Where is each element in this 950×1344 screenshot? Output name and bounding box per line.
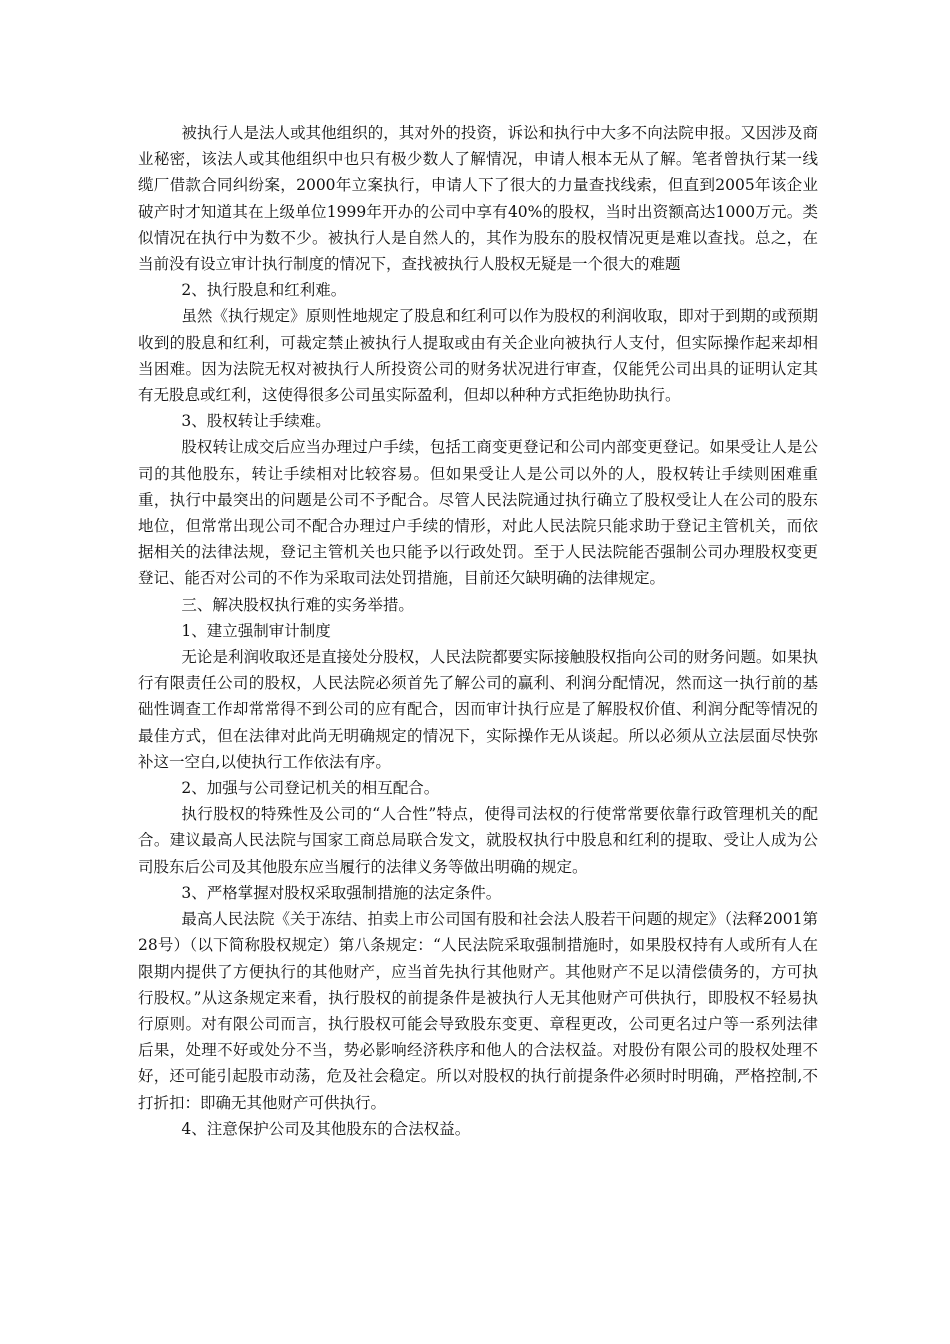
- heading-dividend-difficulty: 2、执行股息和红利难。: [181, 281, 347, 300]
- paragraph-mandatory-audit: 无论是利润收取还是直接处分股权，人民法院都要实际接触股权指向公司的财务问题。如果执行有限责任公司的股权，人民法院必须首先了解公司的赢利、利润分配情况，然而这一执行前的基础性调查工作却常常得不到公司的应有配合，因而审计执行应是了解股权价值、利润分配等情况的最佳方式，但在法律对此尚无明确规定的情况下，实际操作无从谈起。所以必须从立法层面尽快弥补这一空白,以使执行工作依法有序。: [138, 648, 818, 771]
- heading-transfer-difficulty: 3、股权转让手续难。: [181, 412, 331, 431]
- heading-protect-shareholders: 4、注意保护公司及其他股东的合法权益。: [181, 1119, 471, 1138]
- paragraph-transfer-difficulty: 股权转让成交后应当办理过户手续，包括工商变更登记和公司内部变更登记。如果受让人是公司的其他股东，转让手续相对比较容易。但如果受让人是公司以外的人，股权转让手续则困难重重，执行中最突出的问题是公司不予配合。尽管人民法院通过执行确立了股权受让人在公司的股东地位，但常常出现公司不配合办理过户手续的情形，对此人民法院只能求助于登记主管机关，而依据相关的法律法规，登记主管机关也只能予以行政处罚。至于人民法院能否强制公司办理股权变更登记、能否对公司的不作为采取司法处罚措施，目前还欠缺明确的法律规定。: [138, 438, 818, 588]
- paragraph-locating-equity: 被执行人是法人或其他组织的，其对外的投资，诉讼和执行中大多不向法院申报。又因涉及商业秘密，该法人或其他组织中也只有极少数人了解情况，申请人根本无从了解。笔者曾执行某一线缆厂借款合同纠纷案，2000年立案执行，申请人下了很大的力量查找线索，但直到2005年该企业破产时才知道其在上级单位1999年开办的公司中享有40%的股权，当时出资额高达1000万元。类似情况在执行中为数不少。被执行人是自然人的，其作为股东的股权情况更是难以查找。总之，在当前没有设立审计执行制度的情况下，查找被执行人股权无疑是一个很大的难题: [138, 124, 818, 274]
- heading-legal-conditions: 3、严格掌握对股权采取强制措施的法定条件。: [181, 883, 502, 902]
- paragraph-dividend-difficulty: 虽然《执行规定》原则性地规定了股息和红利可以作为股权的利润收取，即对于到期的或预期收到的股息和红利，可裁定禁止被执行人提取或由有关企业向被执行人支付，但实际操作起来却相当困难。因为法院无权对被执行人所投资公司的财务状况进行审查，仅能凭公司出具的证明认定其有无股息或红利，这使得很多公司虽实际盈利，但却以种种方式拒绝协助执行。: [138, 307, 818, 405]
- heading-mandatory-audit: 1、建立强制审计制度: [181, 621, 331, 640]
- paragraph-registration-cooperation: 执行股权的特殊性及公司的“人合性”特点，使得司法权的行使常常要依靠行政管理机关的配合。建议最高人民法院与国家工商总局联合发文，就股权执行中股息和红利的提取、受让人成为公司股东后公司及其他股东应当履行的法律义务等做出明确的规定。: [138, 805, 818, 876]
- heading-section-three: 三、解决股权执行难的实务举措。: [181, 595, 414, 614]
- heading-registration-cooperation: 2、加强与公司登记机关的相互配合。: [181, 779, 440, 798]
- document-body: [138, 120, 818, 1142]
- paragraph-legal-conditions: 最高人民法院《关于冻结、拍卖上市公司国有股和社会法人股若干问题的规定》（法释2001第28号）（以下简称股权规定）第八条规定：“人民法院采取强制措施时，如果股权持有人或所有人在限期内提供了方便执行的其他财产，应当首先执行其他财产。其他财产不足以清偿债务的，方可执行股权。”从这条规定来看，执行股权的前提条件是被执行人无其他财产可供执行，即股权不轻易执行原则。对有限公司而言，执行股权可能会导致股东变更、章程更改，公司更名过户等一系列法律后果，处理不好或处分不当，势必影响经济秩序和他人的合法权益。对股份有限公司的股权处理不好，还可能引起股市动荡，危及社会稳定。所以对股权的执行前提条件必须时时明确，严格控制,不打折扣：即确无其他财产可供执行。: [138, 910, 818, 1112]
